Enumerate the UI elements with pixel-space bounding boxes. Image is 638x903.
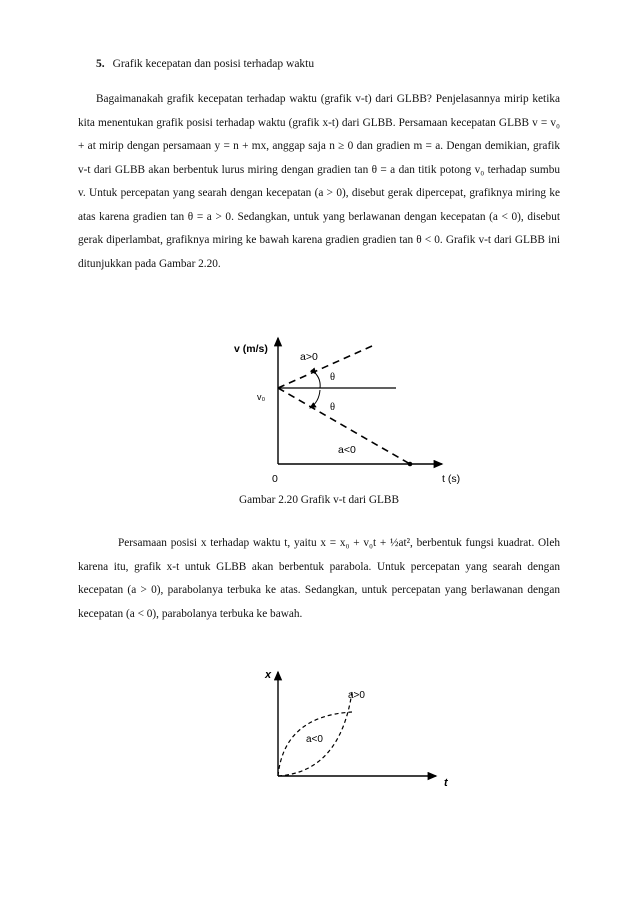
curve-down-label: a<0 — [306, 734, 323, 745]
xt-graph-figure — [256, 662, 456, 792]
line-a-positive — [278, 346, 372, 388]
paragraph-vt-explanation: Bagaimanakah grafik kecepatan terhadap waktu (grafik v-t) dari GLBB? Penjelasannya mirip ketika kita menentukan grafik posisi terhadap waktu (grafik x-t) dari GLBB. Persamaan kecepatan GLBB v = v₀ + at mirip dengan persamaan y = n + mx, anggap saja n ≥ 0 dan gradien m = a. Dengan demikian, grafik v-t dari GLBB akan berbentuk lurus miring dengan gradien tan θ = a dan titik potong v₀ terhadap sumbu v. Untuk percepatan yang searah dengan kecepatan (a > 0), disebut gerak dipercepat, grafiknya miring ke atas karena gradien tan θ = a > 0. Sedangkan, untuk yang berlawanan dengan kecepatan (a < 0), disebut gerak diperlambat, grafiknya miring ke bawah karena gradien gradien tan θ < 0. Grafik v-t dari GLBB ini ditunjukkan pada Gambar 2.20. — [78, 93, 561, 270]
origin-label: 0 — [272, 473, 278, 485]
section-number: 5. — [96, 58, 105, 70]
t-intercept-dot — [408, 462, 413, 467]
section-title: Grafik kecepatan dan posisi terhadap waktu — [112, 58, 315, 70]
x-axis-label: x — [265, 669, 272, 681]
figure-caption: Gambar 2.20 Grafik v-t dari GLBB — [239, 494, 399, 506]
angle-arc-upper — [316, 374, 320, 388]
paragraph-xt-explanation: Persamaan posisi x terhadap waktu t, yaitu x = x₀ + v₀t + ½at², berbentuk fungsi kuadrat. Oleh karena itu, grafik x-t untuk GLBB akan berbentuk parabola. Untuk percepatan yang searah dengan kecepatan (a > 0), parabolanya terbuka ke atas. Sedangkan, untuk percepatan yang berlawanan dengan kecepatan (a < 0), parabolanya terbuka ke bawah. — [78, 537, 560, 620]
curve-up-label: a>0 — [348, 690, 365, 701]
v-axis-label: v (m/s) — [234, 343, 268, 355]
t-axis-label: t (s) — [442, 473, 461, 485]
a-positive-label: a>0 — [300, 351, 318, 363]
section-heading — [96, 58, 314, 70]
t-axis-label-2: t — [444, 777, 448, 789]
v0-label: v₀ — [257, 392, 266, 402]
theta-lower-label: θ — [330, 402, 336, 413]
angle-arc-lower — [310, 390, 320, 408]
a-negative-label: a<0 — [338, 444, 356, 456]
theta-upper-label: θ — [330, 372, 336, 383]
vt-graph-figure — [220, 330, 480, 490]
